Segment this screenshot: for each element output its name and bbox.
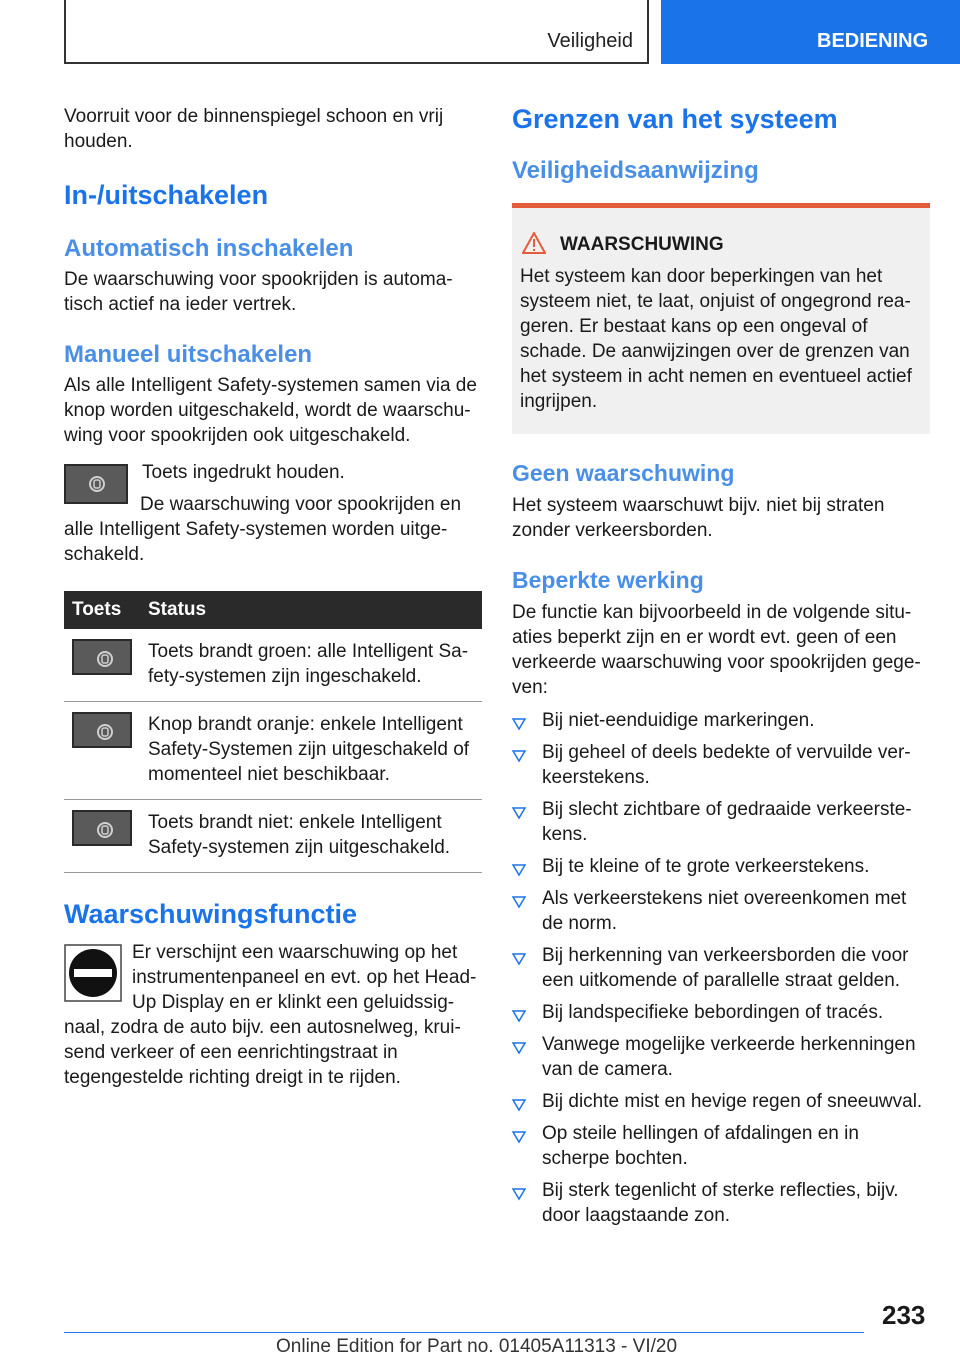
warning-triangle-icon bbox=[522, 232, 546, 259]
triangle-bullet-icon bbox=[512, 713, 526, 738]
list-item-text: Bij sterk tegenlicht of sterke reflecties, bijv. door laagstaande zon. bbox=[542, 1180, 899, 1226]
triangle-bullet-icon bbox=[512, 859, 526, 884]
no-entry-icon bbox=[64, 944, 122, 1002]
list-item-text: Bij niet-eenduidige markeringen. bbox=[542, 710, 815, 731]
list-item-text: Als verkeerstekens niet overeenkomen met de norm. bbox=[542, 888, 907, 934]
warning-text: Het systeem kan door beperkingen van het systeem niet, te laat, onjuist of ongegrond rea- geren. Er bestaat kans op een ongeval of schade. De aanwijzingen over de grenzen van het systeem in acht nemen en eventueel actief ingrijpen. bbox=[520, 266, 912, 412]
table-header-key: Toets bbox=[64, 591, 140, 629]
hold-text: Toets ingedrukt houden. bbox=[142, 462, 345, 483]
button-orange-icon bbox=[72, 712, 132, 748]
limited-text: De functie kan bijvoorbeeld in de volgende situ- aties beperkt zijn en er wordt evt. geen of een verkeerde waarschuwing voor spookrijden gege- ven: bbox=[512, 602, 921, 698]
list-item bbox=[512, 886, 930, 936]
heading-function: Waarschuwingsfunctie bbox=[64, 899, 358, 929]
heading-manual: Manueel uitschakelen bbox=[64, 341, 313, 368]
triangle-bullet-icon bbox=[512, 891, 526, 916]
table-cell-status: Knop brandt oranje: enkele Intelligent Safety-Systemen zijn uitgeschakeld of momenteel niet beschikbaar. bbox=[140, 702, 482, 800]
list-item bbox=[512, 1000, 930, 1025]
safety-button-icon bbox=[64, 464, 128, 504]
table-header-status: Status bbox=[140, 591, 482, 629]
header-chapter-box bbox=[661, 0, 960, 64]
triangle-bullet-icon bbox=[512, 1005, 526, 1030]
auto-text: De waarschuwing voor spookrijden is automa- tisch actief na ieder vertrek. bbox=[64, 269, 453, 315]
result-text: De waarschuwing voor spookrijden en alle Intelligent Safety-systemen worden uitge- schakeld. bbox=[64, 494, 462, 565]
hold-row bbox=[64, 460, 482, 504]
button-off-icon bbox=[72, 810, 132, 846]
nowarn-text: Het systeem waarschuwt bijv. niet bij straten zonder verkeersborden. bbox=[512, 495, 885, 541]
triangle-bullet-icon bbox=[512, 948, 526, 973]
limitations-list bbox=[512, 708, 930, 1228]
list-item-text: Bij herkenning van verkeersborden die voor een uitkomende of parallelle straat gelden. bbox=[542, 945, 909, 991]
list-item-text: Bij landspecifieke bebordingen of tracés. bbox=[542, 1002, 884, 1023]
list-item bbox=[512, 1089, 930, 1114]
footer-divider bbox=[64, 1332, 864, 1333]
list-item-text: Bij te kleine of te grote verkeerstekens. bbox=[542, 856, 870, 877]
triangle-bullet-icon bbox=[512, 1183, 526, 1208]
list-item-text: Bij slecht zichtbare of gedraaide verkeerste- kens. bbox=[542, 799, 912, 845]
list-item-text: Bij geheel of deels bedekte of vervuilde ver- keerstekens. bbox=[542, 742, 911, 788]
triangle-bullet-icon bbox=[512, 1094, 526, 1119]
list-item bbox=[512, 943, 930, 993]
footer-edition: Online Edition for Part no. 01405A11313 - VI/20 bbox=[276, 1336, 678, 1357]
list-item-text: Bij dichte mist en hevige regen of sneeuwval. bbox=[542, 1091, 923, 1112]
triangle-bullet-icon bbox=[512, 802, 526, 827]
warning-title: WAARSCHUWING bbox=[560, 234, 724, 255]
header-section: Veiligheid bbox=[547, 30, 633, 52]
list-item bbox=[512, 854, 930, 879]
triangle-bullet-icon bbox=[512, 1126, 526, 1151]
heading-safety: Veiligheidsaanwijzing bbox=[512, 157, 759, 184]
table-row bbox=[64, 702, 482, 800]
list-item bbox=[512, 708, 930, 733]
heading-auto: Automatisch inschakelen bbox=[64, 235, 354, 262]
list-item bbox=[512, 740, 930, 790]
table-row bbox=[64, 800, 482, 873]
triangle-bullet-icon bbox=[512, 745, 526, 770]
table-cell-status: Toets brandt niet: enkele Intelligent Safety-systemen zijn uitgeschakeld. bbox=[140, 800, 482, 873]
list-item bbox=[512, 1178, 930, 1228]
header-section-box bbox=[64, 0, 649, 64]
triangle-bullet-icon bbox=[512, 1037, 526, 1062]
function-block bbox=[64, 940, 482, 1090]
button-green-icon bbox=[72, 639, 132, 675]
list-item-text: Op steile hellingen of afdalingen en in scherpe bochten. bbox=[542, 1123, 859, 1169]
list-item bbox=[512, 1121, 930, 1171]
header-chapter: BEDIENING bbox=[817, 30, 929, 52]
intro-text: Voorruit voor de binnenspiegel schoon en vrij houden. bbox=[64, 106, 444, 152]
list-item bbox=[512, 797, 930, 847]
manual-text: Als alle Intelligent Safety-systemen samen via de knop worden uitgeschakeld, wordt de waarschu- wing voor spookrijden ook uitgeschakeld. bbox=[64, 375, 477, 446]
heading-limited: Beperkte werking bbox=[512, 567, 704, 593]
list-item bbox=[512, 1032, 930, 1082]
table-cell-status: Toets brandt groen: alle Intelligent Sa- fety-systemen zijn ingeschakeld. bbox=[140, 629, 482, 702]
status-table bbox=[64, 591, 482, 873]
table-row bbox=[64, 629, 482, 702]
heading-onoff: In-/uitschakelen bbox=[64, 180, 269, 210]
heading-limits: Grenzen van het systeem bbox=[512, 104, 838, 134]
left-column bbox=[64, 100, 482, 1090]
warning-box bbox=[512, 203, 930, 434]
function-text: Er verschijnt een waarschuwing op het instrumentenpaneel en evt. op het Head- Up Display en er klinkt een geluidssig- naal, zodra de auto bijv. een autosnelweg, krui- send verkeer of een eenrichtingstraat in tegengestelde richting dreigt in te rijden. bbox=[64, 942, 477, 1088]
list-item-text: Vanwege mogelijke verkeerde herkenningen van de camera. bbox=[542, 1034, 916, 1080]
right-column bbox=[512, 100, 930, 1235]
page-number: 233 bbox=[882, 1300, 926, 1330]
heading-nowarn: Geen waarschuwing bbox=[512, 460, 735, 486]
